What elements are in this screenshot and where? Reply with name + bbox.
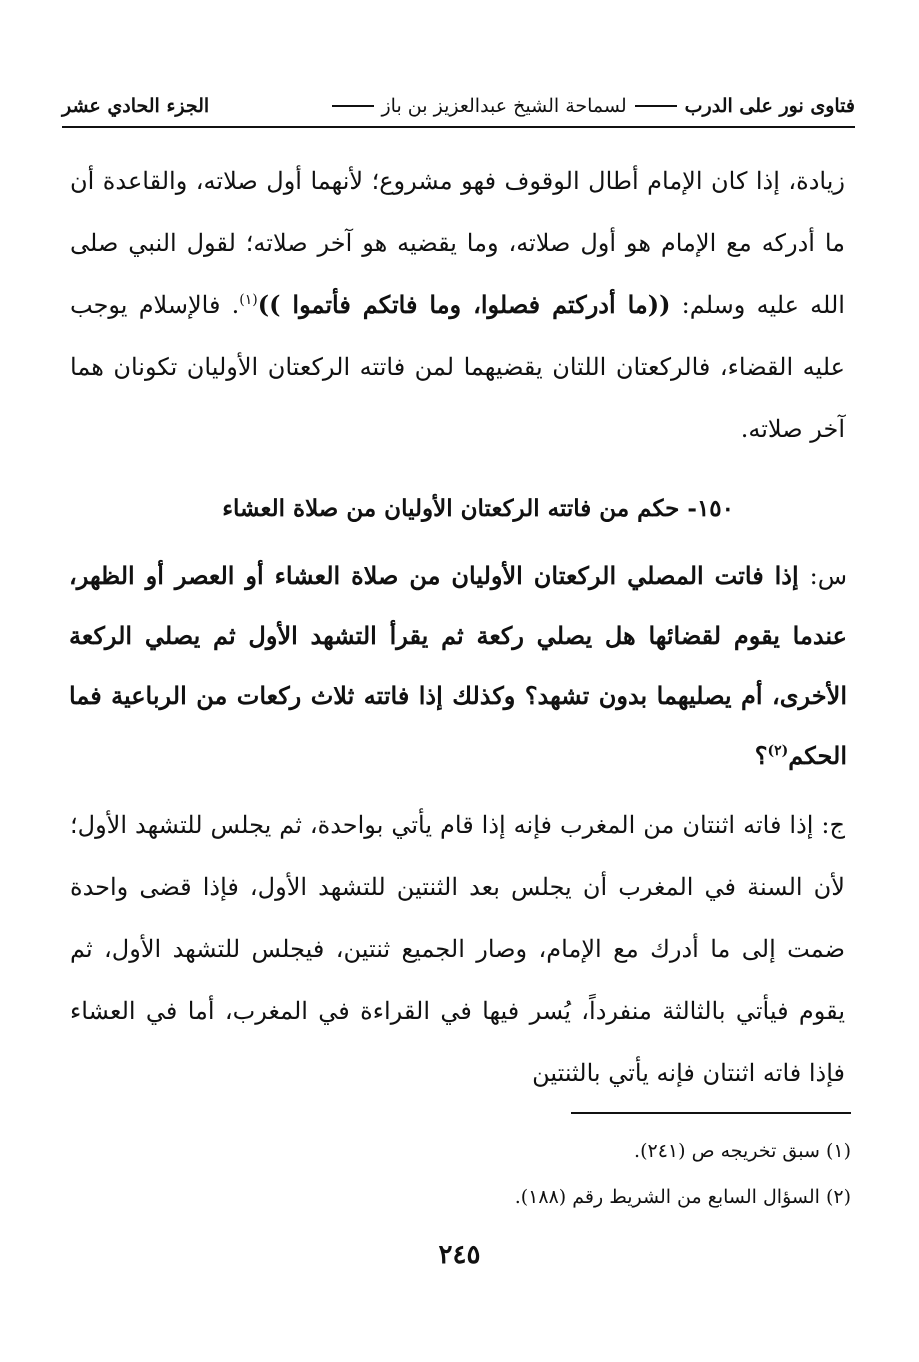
footnotes bbox=[71, 1128, 851, 1220]
footnote-ref-2[interactable]: (٢) bbox=[767, 743, 789, 759]
header-dash bbox=[332, 105, 374, 107]
header-dash bbox=[635, 105, 677, 107]
section-heading bbox=[222, 484, 734, 534]
hadith-quote: ((ما أدركتم فصلوا، وما فاتكم فأتموا )) bbox=[257, 290, 671, 319]
answer-text: إذا فاته اثنتان من المغرب فإنه إذا قام يأتي بواحدة، ثم يجلس للتشهد الأول؛ لأن السنة في المغرب أن يجلس بعد الثنتين للتشهد الأول، فإذا قضى واحدة ضمت إلى ما أدرك مع الإمام، وصار الجميع ثنتين، فيجلس للتشهد الأول، ثم يقوم فيأتي بالثالثة منفرداً، يُسر فيها في القراءة في المغرب، أما في العشاء فإذا فاته اثنتان فإنه يأتي بالثنتين bbox=[70, 811, 845, 1087]
intro-text-2: . فالإسلام يوجب عليه القضاء، فالركعتان اللتان يقضيهما لمن فاتته الركعتان الأوليان تكونان هما آخر صلاته. bbox=[70, 291, 845, 443]
header-title bbox=[332, 95, 856, 117]
question-text: إذا فاتت المصلي الركعتان الأوليان من صلاة العشاء أو العصر أو الظهر، عندما يقوم لقضائها هل يصلي ركعة ثم يقرأ التشهد الأول ثم يصلي الركعة الأخرى، أم يصليهما بدون تشهد؟ وكذلك إذا فاتته ثلاث ركعات من الرباعية فما الحكم bbox=[69, 561, 847, 770]
answer-block bbox=[70, 794, 845, 1104]
page-number: ٢٤٥ bbox=[438, 1240, 481, 1270]
intro-paragraph bbox=[70, 150, 845, 460]
answer-marker: ج: bbox=[821, 811, 845, 839]
section-number: ١٥٠- bbox=[687, 495, 734, 522]
author-name: لسماحة الشيخ عبدالعزيز بن باز bbox=[381, 95, 627, 117]
question-end: ؟ bbox=[754, 741, 768, 770]
question-block bbox=[69, 546, 847, 786]
running-header bbox=[62, 86, 855, 128]
footnote-divider bbox=[571, 1112, 851, 1114]
footnote-ref-1[interactable]: (١) bbox=[239, 292, 258, 308]
footnote-1: (١) سبق تخريجه ص (٢٤١). bbox=[634, 1140, 851, 1162]
intro-text-1: زيادة، إذا كان الإمام أطال الوقوف فهو مشروع؛ لأنهما أول صلاته، والقاعدة أن ما أدركه مع الإمام هو أول صلاته، وما يقضيه هو آخر صلاته؛ لقول النبي صلى الله عليه وسلم: bbox=[70, 167, 845, 319]
question-marker: س: bbox=[809, 562, 847, 590]
book-title: فتاوى نور على الدرب bbox=[684, 95, 855, 117]
volume-label: الجزء الحادي عشر bbox=[62, 95, 210, 117]
footnote-2: (٢) السؤال السابع من الشريط رقم (١٨٨). bbox=[514, 1186, 851, 1208]
section-title: حكم من فاتته الركعتان الأوليان من صلاة العشاء bbox=[222, 495, 680, 522]
